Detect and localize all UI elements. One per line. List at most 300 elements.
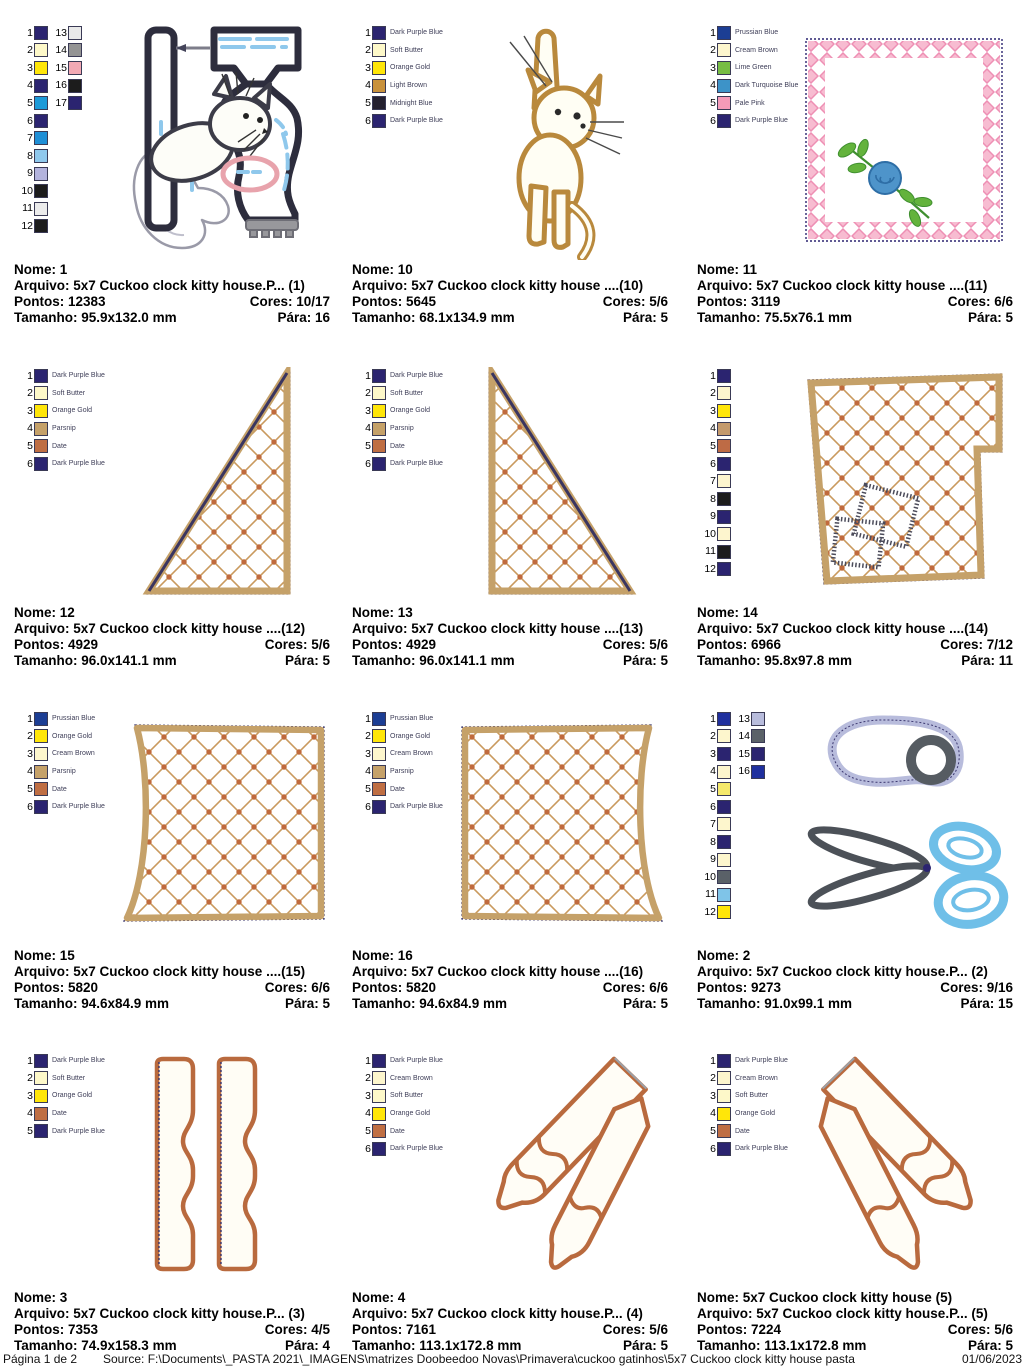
palette-color-name: Cream Brown (735, 46, 778, 54)
gray-base (246, 220, 298, 237)
palette-number: 5 (27, 439, 33, 452)
palette-column (699, 367, 731, 578)
design-art-scalloped-strips (154, 1056, 274, 1278)
palette-item (699, 420, 731, 438)
palette-number: 3 (365, 404, 371, 417)
palette-swatch (717, 114, 731, 128)
palette-swatch (34, 712, 48, 726)
palette-item (699, 112, 798, 130)
pontos-value: Pontos: 7353 (14, 1322, 99, 1337)
palette-number: 10 (704, 870, 716, 883)
palette-number: 4 (27, 765, 33, 778)
palette-color-name: Cream Brown (390, 750, 433, 758)
palette-color-name: Prussian Blue (390, 715, 434, 723)
palette-swatch (34, 782, 48, 796)
palette-swatch (34, 61, 48, 75)
palette-item (733, 763, 765, 781)
palette-item (16, 1105, 105, 1123)
tamanho-value: Tamanho: 94.6x84.9 mm (352, 996, 508, 1011)
palette-item (699, 728, 731, 746)
palette-item (16, 218, 48, 236)
palette-item (733, 745, 765, 763)
design-info (697, 605, 1013, 669)
palette-item (354, 780, 443, 798)
palette-number: 2 (365, 44, 371, 57)
pontos-value: Pontos: 5820 (14, 980, 99, 995)
palette-swatch (372, 96, 386, 110)
design-cell-10 (352, 22, 670, 352)
pontos-value: Pontos: 4929 (352, 637, 437, 652)
palette-swatch (68, 26, 82, 40)
palette-item (699, 816, 731, 834)
palette-item (16, 59, 48, 77)
palette-item (733, 710, 765, 728)
palette-item (354, 402, 443, 420)
palette-number: 6 (365, 1142, 371, 1155)
palette-item (16, 1052, 105, 1070)
para-value: Pára: 5 (967, 1338, 1013, 1353)
palette-color-name: Cream Brown (390, 1074, 433, 1082)
palette-column (699, 24, 798, 130)
palette-color-name: Orange Gold (390, 732, 431, 740)
palette-item (733, 728, 765, 746)
nome-line: Nome: 16 (352, 948, 413, 963)
palette-number: 6 (365, 457, 371, 470)
palette-number: 12 (21, 220, 33, 233)
palette-color-name: Orange Gold (52, 732, 93, 740)
palette-number: 13 (738, 712, 750, 725)
palette-item (699, 59, 798, 77)
palette-item (699, 473, 731, 491)
palette-color-name: Soft Butter (390, 1092, 424, 1100)
palette-item (16, 165, 48, 183)
cores-value: Cores: 5/6 (264, 637, 330, 652)
palette-swatch (68, 61, 82, 75)
palette-swatch (34, 202, 48, 216)
palette-number: 3 (27, 61, 33, 74)
color-palette (354, 24, 443, 130)
palette-number: 3 (710, 404, 716, 417)
palette-column (16, 710, 105, 816)
pontos-value: Pontos: 5820 (352, 980, 437, 995)
palette-column (699, 710, 731, 921)
palette-swatch (717, 905, 731, 919)
palette-number: 2 (710, 387, 716, 400)
palette-swatch (717, 43, 731, 57)
arquivo-line: Arquivo: 5x7 Cuckoo clock kitty house ....(14) (697, 621, 989, 636)
palette-number: 7 (710, 475, 716, 488)
tamanho-value: Tamanho: 91.0x99.1 mm (697, 996, 853, 1011)
palette-item (699, 24, 798, 42)
palette-number: 10 (704, 527, 716, 540)
palette-number: 1 (27, 26, 33, 39)
palette-item (50, 24, 82, 42)
pivot (923, 864, 931, 872)
palette-number: 6 (27, 114, 33, 127)
palette-color-name: Date (390, 1127, 405, 1135)
palette-number: 3 (365, 61, 371, 74)
palette-swatch (372, 800, 386, 814)
palette-color-name: Soft Butter (390, 389, 424, 397)
palette-number: 6 (365, 800, 371, 813)
palette-item (16, 1122, 105, 1140)
palette-color-name: Lime Green (735, 64, 772, 72)
design-art-roof-pieces-mirrored (697, 1050, 1017, 1284)
nome-line: Nome: 13 (352, 605, 413, 620)
cores-value: Cores: 6/6 (602, 980, 668, 995)
palette-color-name: Pale Pink (735, 99, 765, 107)
nome-line: Nome: 12 (14, 605, 75, 620)
palette-color-name: Orange Gold (390, 1110, 431, 1118)
palette-item (699, 455, 731, 473)
palette-number: 4 (365, 422, 371, 435)
notion-tool (832, 720, 959, 782)
palette-item (16, 402, 105, 420)
palette-item (16, 780, 105, 798)
palette-item (699, 833, 731, 851)
palette-swatch (68, 96, 82, 110)
palette-swatch (34, 369, 48, 383)
design-cell-5 (697, 1050, 1015, 1370)
palette-item (699, 437, 731, 455)
palette-swatch (68, 43, 82, 57)
palette-swatch (751, 747, 765, 761)
palette-item (699, 77, 798, 95)
palette-number: 14 (55, 44, 67, 57)
palette-item (699, 561, 731, 579)
palette-item (354, 112, 443, 130)
tamanho-value: Tamanho: 113.1x172.8 mm (352, 1338, 522, 1353)
palette-color-name: Date (390, 785, 405, 793)
palette-swatch (372, 712, 386, 726)
palette-swatch (717, 492, 731, 506)
palette-swatch (34, 219, 48, 233)
arquivo-line: Arquivo: 5x7 Cuckoo clock kitty house ....(15) (14, 964, 306, 979)
palette-swatch (372, 782, 386, 796)
para-value: Pára: 16 (277, 310, 330, 325)
palette-item (16, 728, 105, 746)
palette-swatch (751, 765, 765, 779)
palette-number: 16 (738, 765, 750, 778)
palette-item (699, 745, 731, 763)
palette-number: 3 (710, 1089, 716, 1102)
blade-bottom (808, 858, 930, 914)
palette-number: 1 (27, 712, 33, 725)
palette-number: 5 (710, 439, 716, 452)
lattice-fill (127, 728, 321, 918)
nome-line: Nome: 10 (352, 262, 413, 277)
palette-swatch (751, 712, 765, 726)
palette-column (16, 24, 48, 235)
palette-swatch (34, 1107, 48, 1121)
arquivo-line: Arquivo: 5x7 Cuckoo clock kitty house ....(16) (352, 964, 644, 979)
handle-top (929, 820, 1001, 876)
palette-number: 10 (21, 184, 33, 197)
palette-column (354, 24, 443, 130)
design-art-rose-frame (803, 36, 1005, 244)
palette-swatch (372, 422, 386, 436)
palette-swatch (372, 43, 386, 57)
palette-color-name: Orange Gold (735, 1110, 776, 1118)
palette-swatch (717, 439, 731, 453)
nome-line: Nome: 1 (14, 262, 68, 277)
color-palette (16, 1052, 105, 1140)
palette-number: 4 (710, 422, 716, 435)
palette-color-name: Prussian Blue (52, 715, 96, 723)
color-palette (16, 367, 105, 473)
palette-column (733, 710, 765, 921)
palette-color-name: Orange Gold (52, 407, 93, 415)
palette-item (699, 780, 731, 798)
para-value: Pára: 5 (622, 996, 668, 1011)
palette-number: 2 (710, 44, 716, 57)
palette-color-name: Dark Purple Blue (52, 803, 105, 811)
palette-number: 12 (704, 906, 716, 919)
palette-color-name: Cream Brown (735, 1074, 778, 1082)
design-info (14, 605, 330, 669)
tamanho-value: Tamanho: 75.5x76.1 mm (697, 310, 853, 325)
nome-line: Nome: 11 (697, 262, 758, 277)
palette-number: 6 (710, 457, 716, 470)
palette-number: 1 (365, 712, 371, 725)
strip-right (219, 1059, 255, 1269)
tamanho-value: Tamanho: 94.6x84.9 mm (14, 996, 170, 1011)
pontos-value: Pontos: 9273 (697, 980, 782, 995)
palette-number: 7 (710, 818, 716, 831)
cores-value: Cores: 7/12 (940, 637, 1013, 652)
gray-ring (911, 740, 951, 780)
palette-item (699, 763, 731, 781)
palette-item (354, 798, 443, 816)
palette-color-name: Dark Purple Blue (390, 1057, 443, 1065)
palette-number: 2 (365, 387, 371, 400)
palette-number: 6 (27, 800, 33, 813)
palette-swatch (34, 439, 48, 453)
palette-item (354, 94, 443, 112)
palette-swatch (717, 457, 731, 471)
palette-item (354, 42, 443, 60)
design-art-lattice-triangle-right (139, 367, 299, 599)
palette-number: 1 (365, 369, 371, 382)
palette-swatch (717, 835, 731, 849)
palette-number: 15 (55, 61, 67, 74)
lattice-fill (465, 728, 659, 918)
palette-number: 5 (365, 1124, 371, 1137)
palette-number: 5 (27, 1124, 33, 1137)
palette-swatch (372, 114, 386, 128)
tamanho-value: Tamanho: 96.0x141.1 mm (352, 653, 515, 668)
design-art-lattice-wall (797, 373, 1012, 591)
palette-item (354, 745, 443, 763)
palette-number: 1 (365, 26, 371, 39)
design-info (352, 948, 668, 1012)
palette-swatch (717, 853, 731, 867)
design-cell-14 (697, 365, 1015, 695)
footer-date: 01/06/2023 (961, 1352, 1022, 1366)
palette-color-name: Dark Purple Blue (735, 1057, 788, 1065)
palette-item (16, 385, 105, 403)
palette-number: 3 (27, 747, 33, 760)
arquivo-line: Arquivo: 5x7 Cuckoo clock kitty house ....(12) (14, 621, 306, 636)
palette-number: 17 (55, 96, 67, 109)
palette-swatch (717, 422, 731, 436)
palette-number: 3 (710, 747, 716, 760)
palette-number: 8 (710, 492, 716, 505)
cores-value: Cores: 9/16 (940, 980, 1013, 995)
cores-value: Cores: 4/5 (264, 1322, 330, 1337)
palette-number: 1 (365, 1054, 371, 1067)
design-art-lattice-triangle-left (480, 367, 640, 599)
palette-item (354, 710, 443, 728)
palette-item (16, 367, 105, 385)
palette-swatch (372, 79, 386, 93)
palette-swatch (717, 386, 731, 400)
palette-color-name: Parsnip (52, 425, 76, 433)
color-palette (699, 710, 765, 921)
design-cell-15 (14, 708, 332, 1038)
page-footer (0, 1352, 1024, 1368)
nome-line: Nome: 15 (14, 948, 75, 963)
design-cell-16 (352, 708, 670, 1038)
palette-swatch (34, 457, 48, 471)
palette-swatch (372, 26, 386, 40)
design-info (352, 605, 668, 669)
para-value: Pára: 11 (961, 653, 1013, 668)
palette-number: 2 (27, 387, 33, 400)
palette-number: 5 (27, 782, 33, 795)
palette-number: 5 (365, 439, 371, 452)
palette-number: 7 (27, 132, 33, 145)
para-value: Pára: 5 (284, 996, 330, 1011)
palette-number: 1 (710, 712, 716, 725)
palette-swatch (34, 79, 48, 93)
cores-value: Cores: 10/17 (249, 294, 330, 309)
design-art-hanging-cat (500, 26, 625, 260)
palette-item (699, 525, 731, 543)
palette-item (16, 130, 48, 148)
design-cell-13 (352, 365, 670, 695)
palette-number: 1 (27, 369, 33, 382)
palette-number: 9 (710, 853, 716, 866)
palette-swatch (372, 386, 386, 400)
para-value: Pára: 5 (622, 1338, 668, 1353)
palette-color-name: Dark Turquoise Blue (735, 82, 799, 90)
arquivo-line: Arquivo: 5x7 Cuckoo clock kitty house ....(10) (352, 278, 644, 293)
nome-line: Nome: 4 (352, 1290, 406, 1305)
palette-color-name: Orange Gold (390, 407, 431, 415)
tamanho-value: Tamanho: 96.0x141.1 mm (14, 653, 177, 668)
palette-color-name: Parsnip (52, 768, 76, 776)
cores-value: Cores: 5/6 (602, 1322, 668, 1337)
arquivo-line: Arquivo: 5x7 Cuckoo clock kitty house.P... (5) (697, 1306, 988, 1321)
palette-number: 4 (27, 1107, 33, 1120)
palette-number: 11 (705, 545, 716, 558)
palette-swatch (34, 404, 48, 418)
palette-swatch (34, 149, 48, 163)
palette-swatch (34, 1124, 48, 1138)
palette-column (16, 1052, 105, 1140)
palette-item (699, 543, 731, 561)
palette-item (699, 868, 731, 886)
palette-item (699, 904, 731, 922)
palette-swatch (717, 712, 731, 726)
palette-number: 2 (365, 1072, 371, 1085)
design-art-lattice-panel-left (119, 722, 329, 924)
palette-color-name: Dark Purple Blue (390, 372, 443, 380)
design-art-sewing-machine-kitty (126, 22, 316, 258)
design-cell-1 (14, 22, 332, 352)
palette-color-name: Parsnip (390, 425, 414, 433)
palette-item (354, 59, 443, 77)
palette-number: 15 (738, 747, 750, 760)
palette-number: 5 (365, 96, 371, 109)
palette-color-name: Date (52, 1110, 67, 1118)
palette-color-name: Date (735, 1127, 750, 1135)
color-palette (354, 710, 443, 816)
palette-swatch (34, 43, 48, 57)
palette-color-name: Date (390, 442, 405, 450)
design-cell-2 (697, 708, 1015, 1038)
palette-swatch (717, 510, 731, 524)
palette-swatch (372, 369, 386, 383)
palette-color-name: Dark Purple Blue (52, 1127, 105, 1135)
arquivo-line: Arquivo: 5x7 Cuckoo clock kitty house.P... (3) (14, 1306, 305, 1321)
palette-color-name: Dark Purple Blue (735, 1145, 788, 1153)
arquivo-line: Arquivo: 5x7 Cuckoo clock kitty house ....(11) (697, 278, 988, 293)
palette-swatch (34, 747, 48, 761)
design-info (352, 262, 668, 326)
palette-item (16, 437, 105, 455)
palette-number: 4 (365, 765, 371, 778)
palette-number: 5 (710, 1124, 716, 1137)
palette-swatch (717, 474, 731, 488)
palette-number: 2 (27, 1072, 33, 1085)
palette-swatch (34, 386, 48, 400)
design-info (697, 1290, 1013, 1354)
palette-swatch (717, 545, 731, 559)
palette-swatch (372, 765, 386, 779)
palette-swatch (34, 1089, 48, 1103)
palette-item (699, 402, 731, 420)
lattice-fill (811, 377, 999, 581)
nome-line: Nome: 2 (697, 948, 751, 963)
palette-item (354, 367, 443, 385)
palette-swatch (372, 61, 386, 75)
palette-swatch (717, 61, 731, 75)
palette-swatch (717, 404, 731, 418)
palette-column (354, 710, 443, 816)
design-info (352, 1290, 668, 1354)
palette-item (16, 455, 105, 473)
arquivo-line: Arquivo: 5x7 Cuckoo clock kitty house.P... (1) (14, 278, 305, 293)
palette-color-name: Soft Butter (390, 46, 424, 54)
handle-bottom (934, 871, 1007, 930)
nome-line: Nome: 3 (14, 1290, 68, 1305)
scissors (808, 820, 1008, 929)
palette-item (50, 94, 82, 112)
palette-number: 6 (365, 114, 371, 127)
para-value: Pára: 5 (967, 310, 1013, 325)
palette-number: 3 (710, 61, 716, 74)
design-info (697, 262, 1013, 326)
palette-swatch (717, 729, 731, 743)
palette-item (16, 763, 105, 781)
palette-color-name: Dark Purple Blue (52, 1057, 105, 1065)
palette-item (50, 59, 82, 77)
cores-value: Cores: 6/6 (264, 980, 330, 995)
palette-swatch (372, 729, 386, 743)
palette-item (354, 420, 443, 438)
